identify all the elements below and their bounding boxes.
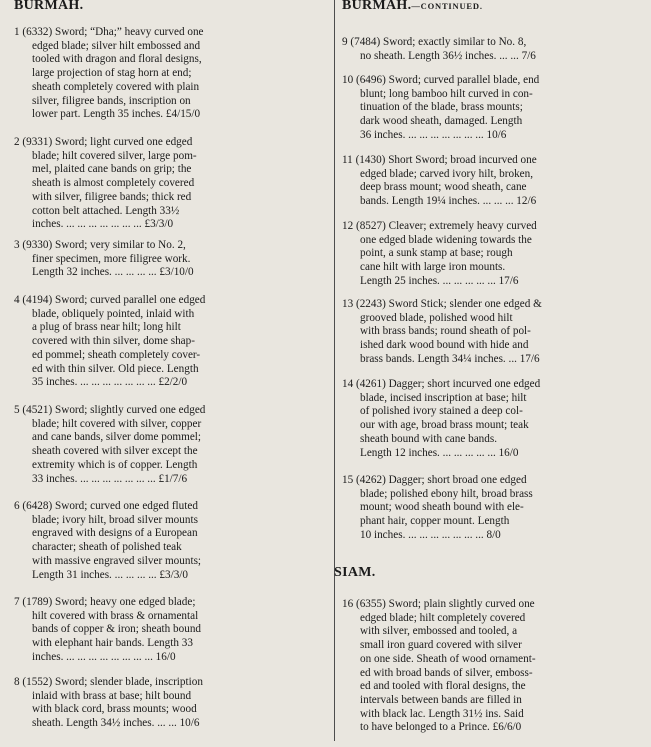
entry-line: brass bands. Length 34¼ inches. ... 17/6: [360, 352, 540, 365]
entry-line: ed with thin silver. Old piece. Length: [32, 362, 199, 375]
entry-5: [14, 404, 326, 486]
entry-line: one edged blade widening towards the: [360, 233, 532, 246]
entry-first-line: 2 (9331) Sword; light curved one edged: [14, 136, 193, 148]
entry-line: Length 31 inches. ... ... ... ... £3/3/0: [32, 568, 188, 581]
entry-line: with elephant hair bands. Length 33: [32, 637, 193, 650]
entry-line: engraved with designs of a European: [32, 527, 198, 540]
entry-14: [342, 378, 642, 460]
entry-first-line: 12 (8527) Cleaver; extremely heavy curved: [342, 220, 537, 232]
entry-line: character; sheath of polished teak: [32, 541, 182, 554]
entry-line: blade, obliquely pointed, inlaid with: [32, 307, 195, 320]
entry-first-line: 9 (7484) Sword; exactly similar to No. 8,: [342, 36, 527, 48]
entry-line: 10 inches. ... ... ... ... ... ... ... 8/0: [360, 528, 501, 541]
entry-line: ished dark wood bound with hide and: [360, 339, 529, 352]
entry-line: hilt covered with brass & ornamental: [32, 609, 199, 622]
entry-line: blade; hilt covered silver, large pom-: [32, 149, 197, 162]
entry-4: [14, 294, 326, 390]
entry-9: [342, 36, 642, 63]
entry-13: [342, 298, 642, 367]
entry-first-line: 8 (1552) Sword; slender blade, inscription: [14, 676, 203, 688]
entry-line: 36 inches. ... ... ... ... ... ... ... 10/6: [360, 128, 507, 141]
entry-first-line: 14 (4261) Dagger; short incurved one edged: [342, 378, 541, 390]
entry-first-line: 3 (9330) Sword; very similar to No. 2,: [14, 239, 186, 251]
entry-line: blade; hilt covered with silver, copper: [32, 417, 202, 430]
entry-line: tinuation of the blade, brass mounts;: [360, 101, 523, 114]
entry-first-line: 10 (6496) Sword; curved parallel blade, end: [342, 74, 540, 86]
entry-line: Length 32 inches. ... ... ... ... £3/10/0: [32, 266, 194, 279]
entry-first-line: 15 (4262) Dagger; short broad one edged: [342, 474, 527, 486]
entry-line: inlaid with brass at base; hilt bound: [32, 689, 192, 702]
entry-line: phant hair, copper mount. Length: [360, 515, 510, 528]
entry-first-line: 13 (2243) Sword Stick; slender one edged &: [342, 298, 542, 310]
entry-line: sheath bound with cane bands.: [360, 432, 498, 445]
entry-line: sheath covered with silver except the: [32, 445, 198, 458]
entry-first-line: 11 (1430) Short Sword; broad incurved one: [342, 154, 537, 166]
entry-line: with silver, embossed and tooled, a: [360, 625, 518, 638]
entry-line: of polished ivory stained a deep col-: [360, 405, 523, 418]
entry-line: Length 12 inches. ... ... ... ... ... 16/0: [360, 446, 519, 459]
entry-2: [14, 136, 326, 232]
entry-line: our with age, broad brass mount; teak: [360, 419, 529, 432]
entry-line: deep brass mount; wood sheath, cane: [360, 181, 527, 194]
entry-line: ed pommel; sheath completely cover-: [32, 348, 201, 361]
entry-1: [14, 26, 326, 122]
entry-line: edged blade; carved ivory hilt, broken,: [360, 167, 534, 180]
entry-line: with brass bands; round sheath of pol-: [360, 325, 531, 338]
entry-line: point, a sunk stamp at base; rough: [360, 247, 513, 260]
entry-12: [342, 220, 642, 289]
entry-first-line: 4 (4194) Sword; curved parallel one edged: [14, 294, 206, 306]
entry-line: ed with broad bands of silver, emboss-: [360, 666, 533, 679]
entry-line: edged blade; silver hilt embossed and: [32, 39, 201, 52]
left-column: [14, 0, 326, 747]
entry-first-line: 7 (1789) Sword; heavy one edged blade;: [14, 596, 196, 608]
entry-line: with silver, filigree bands; thick red: [32, 190, 192, 203]
entry-line: covered with thin silver, dome shap-: [32, 335, 195, 348]
entry-first-line: 6 (6428) Sword; curved one edged fluted: [14, 500, 198, 512]
entry-11: [342, 154, 642, 209]
entry-line: sheath. Length 34½ inches. ... ... 10/6: [32, 717, 200, 730]
entry-line: cane hilt with large iron mounts.: [360, 261, 506, 274]
entry-line: mel, plaited cane bands on grip; the: [32, 163, 192, 176]
entry-line: with black lac. Length 31½ ins. Said: [360, 707, 524, 720]
entry-line: no sheath. Length 36½ inches. ... ... 7/6: [360, 49, 536, 62]
entry-3: [14, 239, 326, 280]
entry-line: blade, incised inscription at base; hilt: [360, 391, 527, 404]
entry-line: tooled with dragon and floral designs,: [32, 53, 202, 66]
entry-line: 35 inches. ... ... ... ... ... ... ... £2/2/0: [32, 376, 188, 389]
section-heading-siam: SIAM.: [334, 565, 376, 580]
entry-6: [14, 500, 326, 582]
entry-line: and cane bands, silver dome pommel;: [32, 431, 202, 444]
entry-line: blunt; long bamboo hilt curved in con-: [360, 87, 533, 100]
entry-line: finer specimen, more filigree work.: [32, 252, 191, 265]
entry-line: mount; wood sheath bound with ele-: [360, 501, 524, 514]
right-column: [334, 0, 642, 747]
entry-15: [342, 474, 642, 543]
entry-line: bands. Length 19¼ inches. ... ... ... 12/6: [360, 195, 537, 208]
entry-line: inches. ... ... ... ... ... ... ... ... 16/0: [32, 650, 176, 663]
entry-line: Length 25 inches. ... ... ... ... ... 17/6: [360, 274, 519, 287]
entry-line: 33 inches. ... ... ... ... ... ... ... £1/7/6: [32, 472, 188, 485]
section-heading-burmah: BURMAH.: [14, 0, 84, 13]
entry-line: with black cord, brass mounts; wood: [32, 703, 197, 716]
entry-line: to have belonged to a Prince. £6/6/0: [360, 721, 522, 734]
entry-line: lower part. Length 35 inches. £4/15/0: [32, 108, 201, 121]
entry-line: sheath is almost completely covered: [32, 177, 195, 190]
section-heading-burmah-continued: [342, 0, 483, 14]
entry-line: inches. ... ... ... ... ... ... ... £3/3/0: [32, 218, 174, 231]
entry-first-line: 16 (6355) Sword; plain slightly curved one: [342, 598, 535, 610]
entry-line: sheath completely covered with plain: [32, 80, 200, 93]
entry-line: bands of copper & iron; sheath bound: [32, 623, 202, 636]
entry-line: on one side. Sheath of wood ornament-: [360, 652, 536, 665]
entry-8: [14, 676, 326, 731]
entry-line: intervals between bands are filled in: [360, 693, 522, 706]
entry-7: [14, 596, 326, 665]
entry-line: with massive engraved silver mounts;: [32, 554, 202, 567]
entry-line: blade; polished ebony hilt, broad brass: [360, 487, 533, 500]
entry-line: dark wood sheath, damaged. Length: [360, 115, 523, 128]
entry-line: small iron guard covered with silver: [360, 639, 522, 652]
entry-line: cotton belt attached. Length 33½: [32, 204, 180, 217]
entry-first-line: 1 (6332) Sword; “Dha;” heavy curved one: [14, 26, 204, 38]
entry-10: [342, 74, 642, 143]
entry-line: silver, filigree bands, inscription on: [32, 94, 191, 107]
entry-line: ed and tooled with floral designs, the: [360, 680, 526, 693]
entry-16: [342, 598, 642, 735]
entry-line: large projection of stag horn at end;: [32, 67, 192, 80]
column-divider: [334, 0, 335, 741]
heading-title: BURMAH.: [342, 0, 412, 13]
entry-line: a plug of brass near hilt; long hilt: [32, 321, 181, 334]
entry-line: edged blade; hilt completely covered: [360, 611, 526, 624]
entry-line: blade; ivory hilt, broad silver mounts: [32, 513, 198, 526]
entry-line: extremity which is of copper. Length: [32, 458, 198, 471]
entry-line: grooved blade, polished wood hilt: [360, 311, 513, 324]
heading-continued: —CONTINUED.: [411, 1, 483, 11]
entry-first-line: 5 (4521) Sword; slightly curved one edged: [14, 404, 206, 416]
